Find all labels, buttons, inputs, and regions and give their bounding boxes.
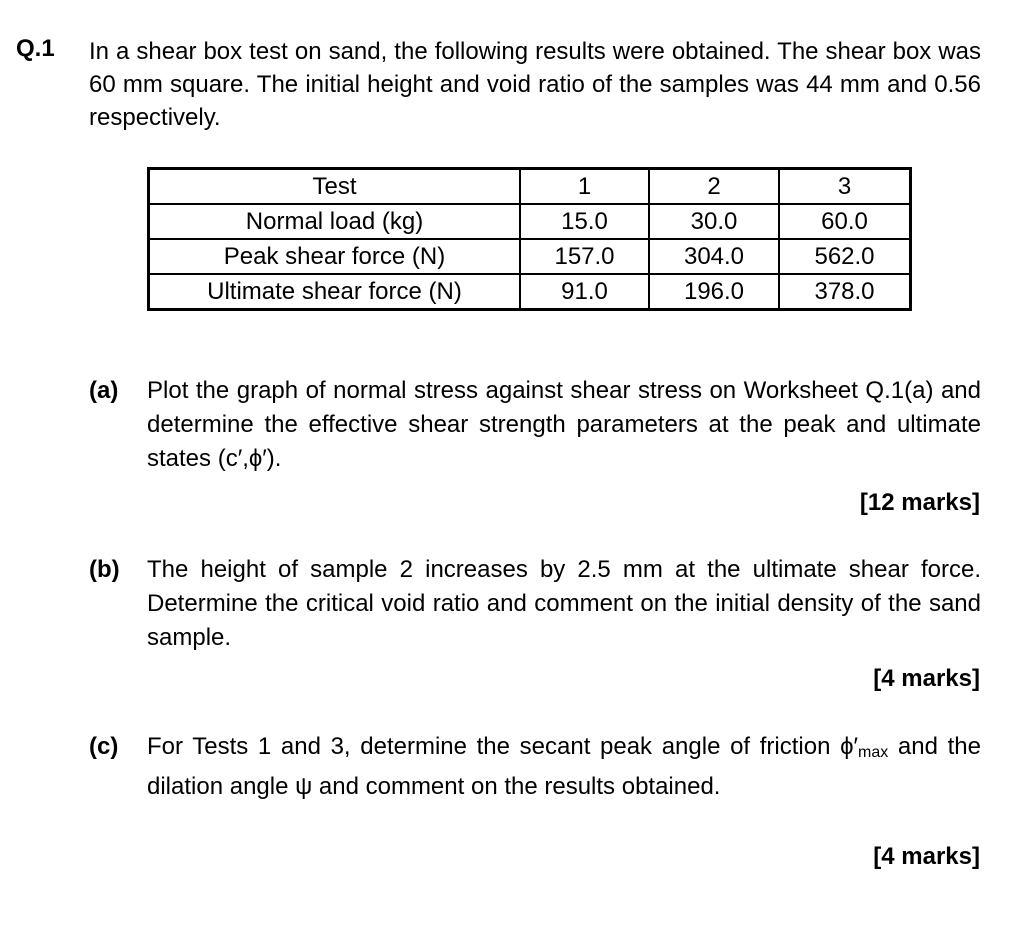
part-b-text: The height of sample 2 increases by 2.5 mm at the ultimate shear force. Determine the critical void ratio and comment on the initial density of the sand sample. (147, 556, 981, 651)
part-c-marks: [4 marks] (873, 843, 980, 870)
part-a-label: (a) (89, 377, 119, 404)
table-cell: 378.0 (779, 274, 911, 310)
part-b-marks: [4 marks] (873, 665, 980, 692)
table-cell: 60.0 (779, 204, 911, 239)
part-c (89, 730, 981, 804)
table-cell: Normal load (kg) (149, 204, 521, 239)
part-c-text-start: For Tests 1 and 3, determine the secant peak angle of friction ϕ′ (147, 733, 859, 760)
part-c-label: (c) (89, 733, 119, 760)
question-intro: In a shear box test on sand, the following results were obtained. The shear box was 60 mm square. The initial height and void ratio of the samples was 44 mm and 0.56 respectively. (89, 38, 981, 131)
table-header-cell: 2 (649, 169, 779, 205)
table-header-cell: 1 (520, 169, 649, 205)
table-header-cell: 3 (779, 169, 911, 205)
part-a-text: Plot the graph of normal stress against shear stress on Worksheet Q.1(a) and determine the effective shear strength parameters at the peak and ultimate states (c′,ϕ′). (147, 377, 981, 472)
part-b (89, 553, 981, 655)
table-cell: 15.0 (520, 204, 649, 239)
table-cell: 562.0 (779, 239, 911, 274)
table-row (149, 204, 911, 239)
question-number: Q.1 (16, 35, 55, 62)
table-cell: 196.0 (649, 274, 779, 310)
table-cell: 91.0 (520, 274, 649, 310)
part-a-marks: [12 marks] (859, 489, 980, 516)
part-c-text (147, 730, 981, 804)
table-cell: Peak shear force (N) (149, 239, 521, 274)
table-cell: Ultimate shear force (N) (149, 274, 521, 310)
table-row (149, 239, 911, 274)
table-header-row (149, 169, 911, 205)
part-c-subscript: max (858, 744, 889, 761)
part-a (89, 374, 981, 476)
part-b-label: (b) (89, 556, 120, 583)
part-c-text-end: and the dilation angle ψ and comment on the results obtained. (147, 733, 981, 800)
results-table (147, 167, 912, 311)
table-cell: 30.0 (649, 204, 779, 239)
table-row (149, 274, 911, 310)
table-cell: 157.0 (520, 239, 649, 274)
table-header-cell: Test (149, 169, 521, 205)
table-cell: 304.0 (649, 239, 779, 274)
